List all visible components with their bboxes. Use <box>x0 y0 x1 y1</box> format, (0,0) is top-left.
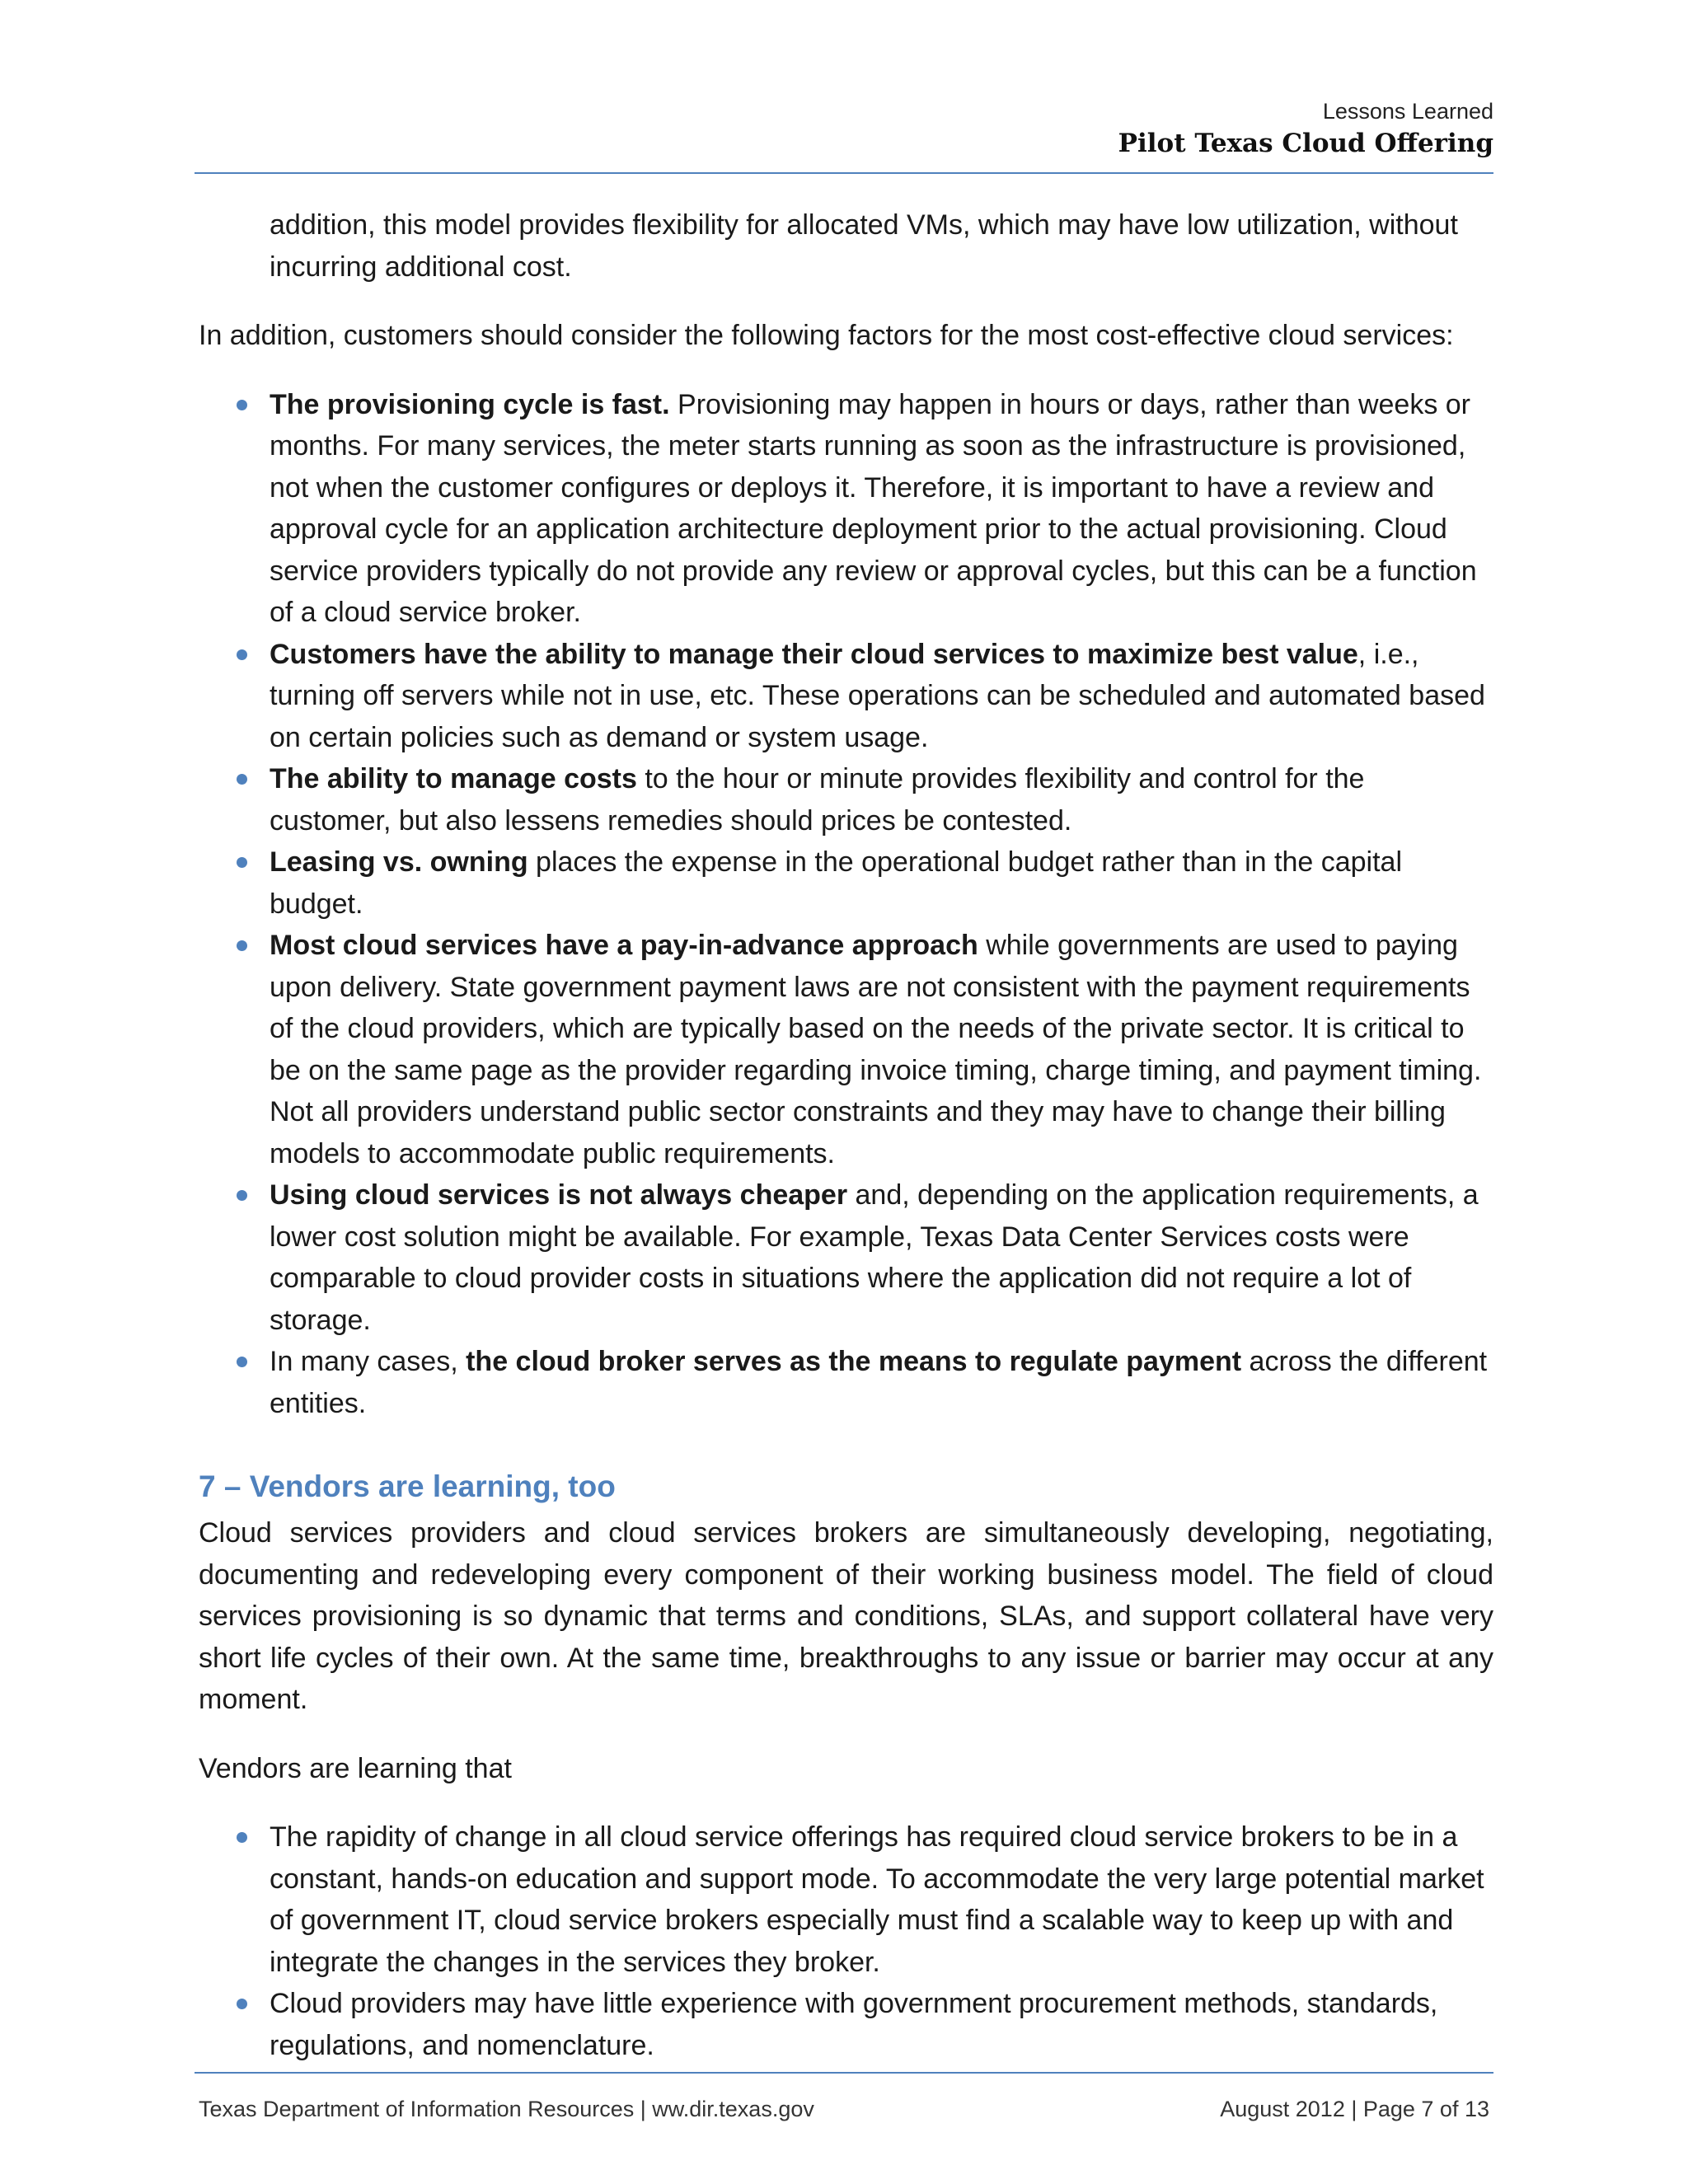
page-body <box>199 204 1493 2066</box>
item-text: places the expense in the operational budget rather than in the capital budget. <box>270 846 1403 920</box>
continued-paragraph: addition, this model provides flexibility for allocated VMs, which may have low utilization, without incurring additional cost. <box>270 209 1458 283</box>
cost-factors-list <box>199 384 1493 1425</box>
list-item <box>199 1174 1493 1341</box>
list-item: Cloud providers may have little experience with government procurement methods, standards, regulations, and nomenclature. <box>199 1983 1493 2066</box>
list-item <box>199 758 1493 841</box>
intro-paragraph: In addition, customers should consider the following factors for the most cost-effective cloud services: <box>199 320 1454 351</box>
vendors-lead-text: Vendors are learning that <box>199 1752 512 1784</box>
list-item <box>199 1341 1493 1424</box>
footer-page-number: August 2012 | Page 7 of 13 <box>1220 2097 1489 2121</box>
header-rule <box>195 172 1493 174</box>
footer-organization: Texas Department of Information Resources | ww.dir.texas.gov <box>199 2097 814 2121</box>
list-item: The rapidity of change in all cloud service offerings has required cloud service brokers to be in a constant, hands-on education and support mode. To accommodate the very large potential market of government IT, cloud service brokers especially must find a scalable way to keep up with and integrate the changes in the services they broker. <box>199 1816 1493 1983</box>
item-bold-lead: The provisioning cycle is fast. <box>270 388 670 420</box>
list-item <box>199 841 1493 925</box>
item-bold-lead: Most cloud services have a pay-in-advance approach <box>270 930 978 961</box>
item-bold-lead: the cloud broker serves as the means to regulate payment <box>466 1346 1242 1377</box>
header-document-title: Pilot Texas Cloud Offering <box>1118 129 1493 158</box>
item-bold-lead: The ability to manage costs <box>270 763 637 794</box>
item-bold-lead: Customers have the ability to manage their cloud services to maximize best value <box>270 638 1358 670</box>
header-section-label: Lessons Learned <box>1322 99 1493 124</box>
vendors-list <box>199 1816 1493 2066</box>
page-header <box>195 97 1493 162</box>
item-text: across the different entities. <box>270 1346 1488 1419</box>
item-bold-lead: Using cloud services is not always cheaper <box>270 1179 848 1211</box>
section-heading: 7 – Vendors are learning, too <box>199 1469 616 1503</box>
item-bold-lead: Leasing vs. owning <box>270 846 528 878</box>
list-item <box>199 384 1493 634</box>
footer-rule <box>195 2072 1493 2074</box>
list-item <box>199 634 1493 759</box>
section-paragraph: Cloud services providers and cloud services brokers are simultaneously developing, negotiating, documenting and redeveloping every component of their working business model. The field of cloud services provisioning is so dynamic that terms and conditions, SLAs, and support collateral have very short life cycles of their own. At the same time, breakthroughs to any issue or barrier may occur at any moment. <box>199 1517 1493 1715</box>
item-text: to the hour or minute provides flexibility and control for the customer, but also lessens remedies should prices be contested. <box>270 763 1365 837</box>
item-text: , i.e., turning off servers while not in use, etc. These operations can be scheduled and automated based on certain policies such as demand or system usage. <box>270 638 1485 753</box>
item-text: Provisioning may happen in hours or days, rather than weeks or months. For many services, the meter starts running as soon as the infrastructure is provisioned, not when the customer configures or deploys it. Therefore, it is important to have a review and approval cycle for an application architecture deployment prior to the actual provisioning. Cloud service providers typically do not provide any review or approval cycles, but this can be a function of a cloud service broker. <box>270 388 1477 628</box>
item-text: while governments are used to paying upon delivery. State government payment laws are not consistent with the payment requirements of the cloud providers, which are typically based on the needs of the private sector. It is critical to be on the same page as the provider regarding invoice timing, charge timing, and payment timing. Not all providers understand public sector constraints and they may have to change their billing models to accommodate public requirements. <box>270 930 1482 1169</box>
list-item <box>199 925 1493 1174</box>
item-prefix: In many cases, <box>270 1346 467 1377</box>
item-text: and, depending on the application requirements, a lower cost solution might be available. For example, Texas Data Center Services costs were comparable to cloud provider costs in situations where the application did not require a lot of storage. <box>270 1179 1479 1336</box>
